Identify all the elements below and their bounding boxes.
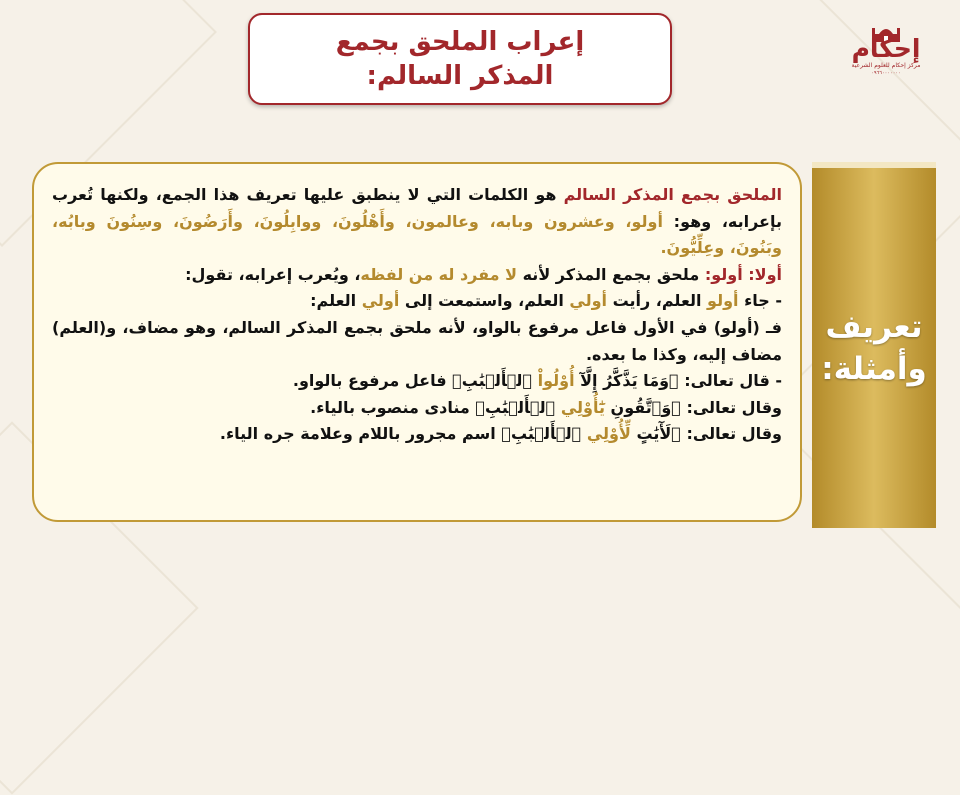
quran-text: ٱلۡأَلۡبَٰبِ﴾ فاعل مرفوع بالواو. xyxy=(292,371,538,391)
quran-word: أُوْلُواْ xyxy=(537,371,575,391)
quran-text: وقال تعالى: ﴿لَأٓيَٰتٍ xyxy=(630,424,782,444)
quran-text: وقال تعالى: ﴿وَٱتَّقُونِ xyxy=(604,397,782,417)
example-word: أولي xyxy=(361,291,400,311)
side-banner-line-1: تعريف xyxy=(825,309,923,345)
explanation-paragraph: فـ (أولو) في الأول فاعل مرفوع بالواو، لأنه ملحق بجمع المذكر السالم، وهو مضاف، و(العلم) مضاف إليه، وكذا ما بعده. xyxy=(52,317,782,364)
quran-text: ٱلۡأَلۡبَٰبِ﴾ منادى منصوب بالياء. xyxy=(310,397,561,417)
attached-words-list: أولو، وعشرون وبابه، وعالمون، وأَهْلُونَ، ووابِلُونَ، وأَرَضُونَ، وسِنُونَ وبابُه، وبَنُونَ، وعِلِّيُّونَ. xyxy=(52,211,782,258)
logo xyxy=(848,22,924,94)
example-word: أولي xyxy=(569,291,607,311)
first-item-text-end: ، ويُعرب إعرابه، تقول: xyxy=(185,264,361,284)
content-text xyxy=(52,182,782,448)
logo-wordmark: إحكام xyxy=(851,34,921,63)
example-text: - جاء xyxy=(738,291,782,311)
slide-title-line-2: المذكر السالم: xyxy=(366,61,554,91)
example-word: أولو xyxy=(707,291,739,311)
first-item-text: ملحق بجمع المذكر لأنه xyxy=(517,264,700,284)
slide-title-box xyxy=(248,13,672,105)
quran-example-1 xyxy=(52,368,782,395)
example-sentence xyxy=(52,288,782,315)
logo-subtitle: مركز إحكام للعلوم الشرعية xyxy=(851,62,921,69)
example-text: العلم، رأيت xyxy=(607,291,708,311)
quran-text: ٱلۡأَلۡبَٰبِ﴾ اسم مجرور باللام وعلامة جره الياء. xyxy=(219,424,587,444)
quran-word: يَٰٓأُوْلِي xyxy=(560,397,605,417)
side-banner xyxy=(812,162,936,528)
definition-text: هو الكلمات التي لا ينطبق عليها تعريف هذا الجمع، ولكنها تُعرب بإعرابه، وهو: xyxy=(52,185,782,231)
example-text: العلم: xyxy=(310,291,362,311)
content-box xyxy=(32,162,802,522)
definition-paragraph xyxy=(52,182,782,262)
quran-word: لِّأُوْلِي xyxy=(586,424,631,444)
first-item-reason: لا مفرد له من لفظه xyxy=(360,264,518,284)
slide-title-line-1: إعراب الملحق بجمع xyxy=(335,27,585,57)
first-item-label: أولا: أولو: xyxy=(699,264,782,284)
side-banner-line-2: وأمثلة: xyxy=(821,351,927,387)
quran-example-2 xyxy=(52,395,782,422)
term-highlight: الملحق بجمع المذكر السالم xyxy=(563,185,782,204)
example-text: العلم، واستمعت إلى xyxy=(399,291,570,311)
quran-text: - قال تعالى: ﴿وَمَا يَذَّكَّرُ إِلَّآ xyxy=(574,371,782,391)
first-item-paragraph xyxy=(52,262,782,289)
quran-example-3 xyxy=(52,421,782,448)
logo-number: ٠٩٦٦٠٠٠٠٠٠٠ xyxy=(871,70,901,76)
